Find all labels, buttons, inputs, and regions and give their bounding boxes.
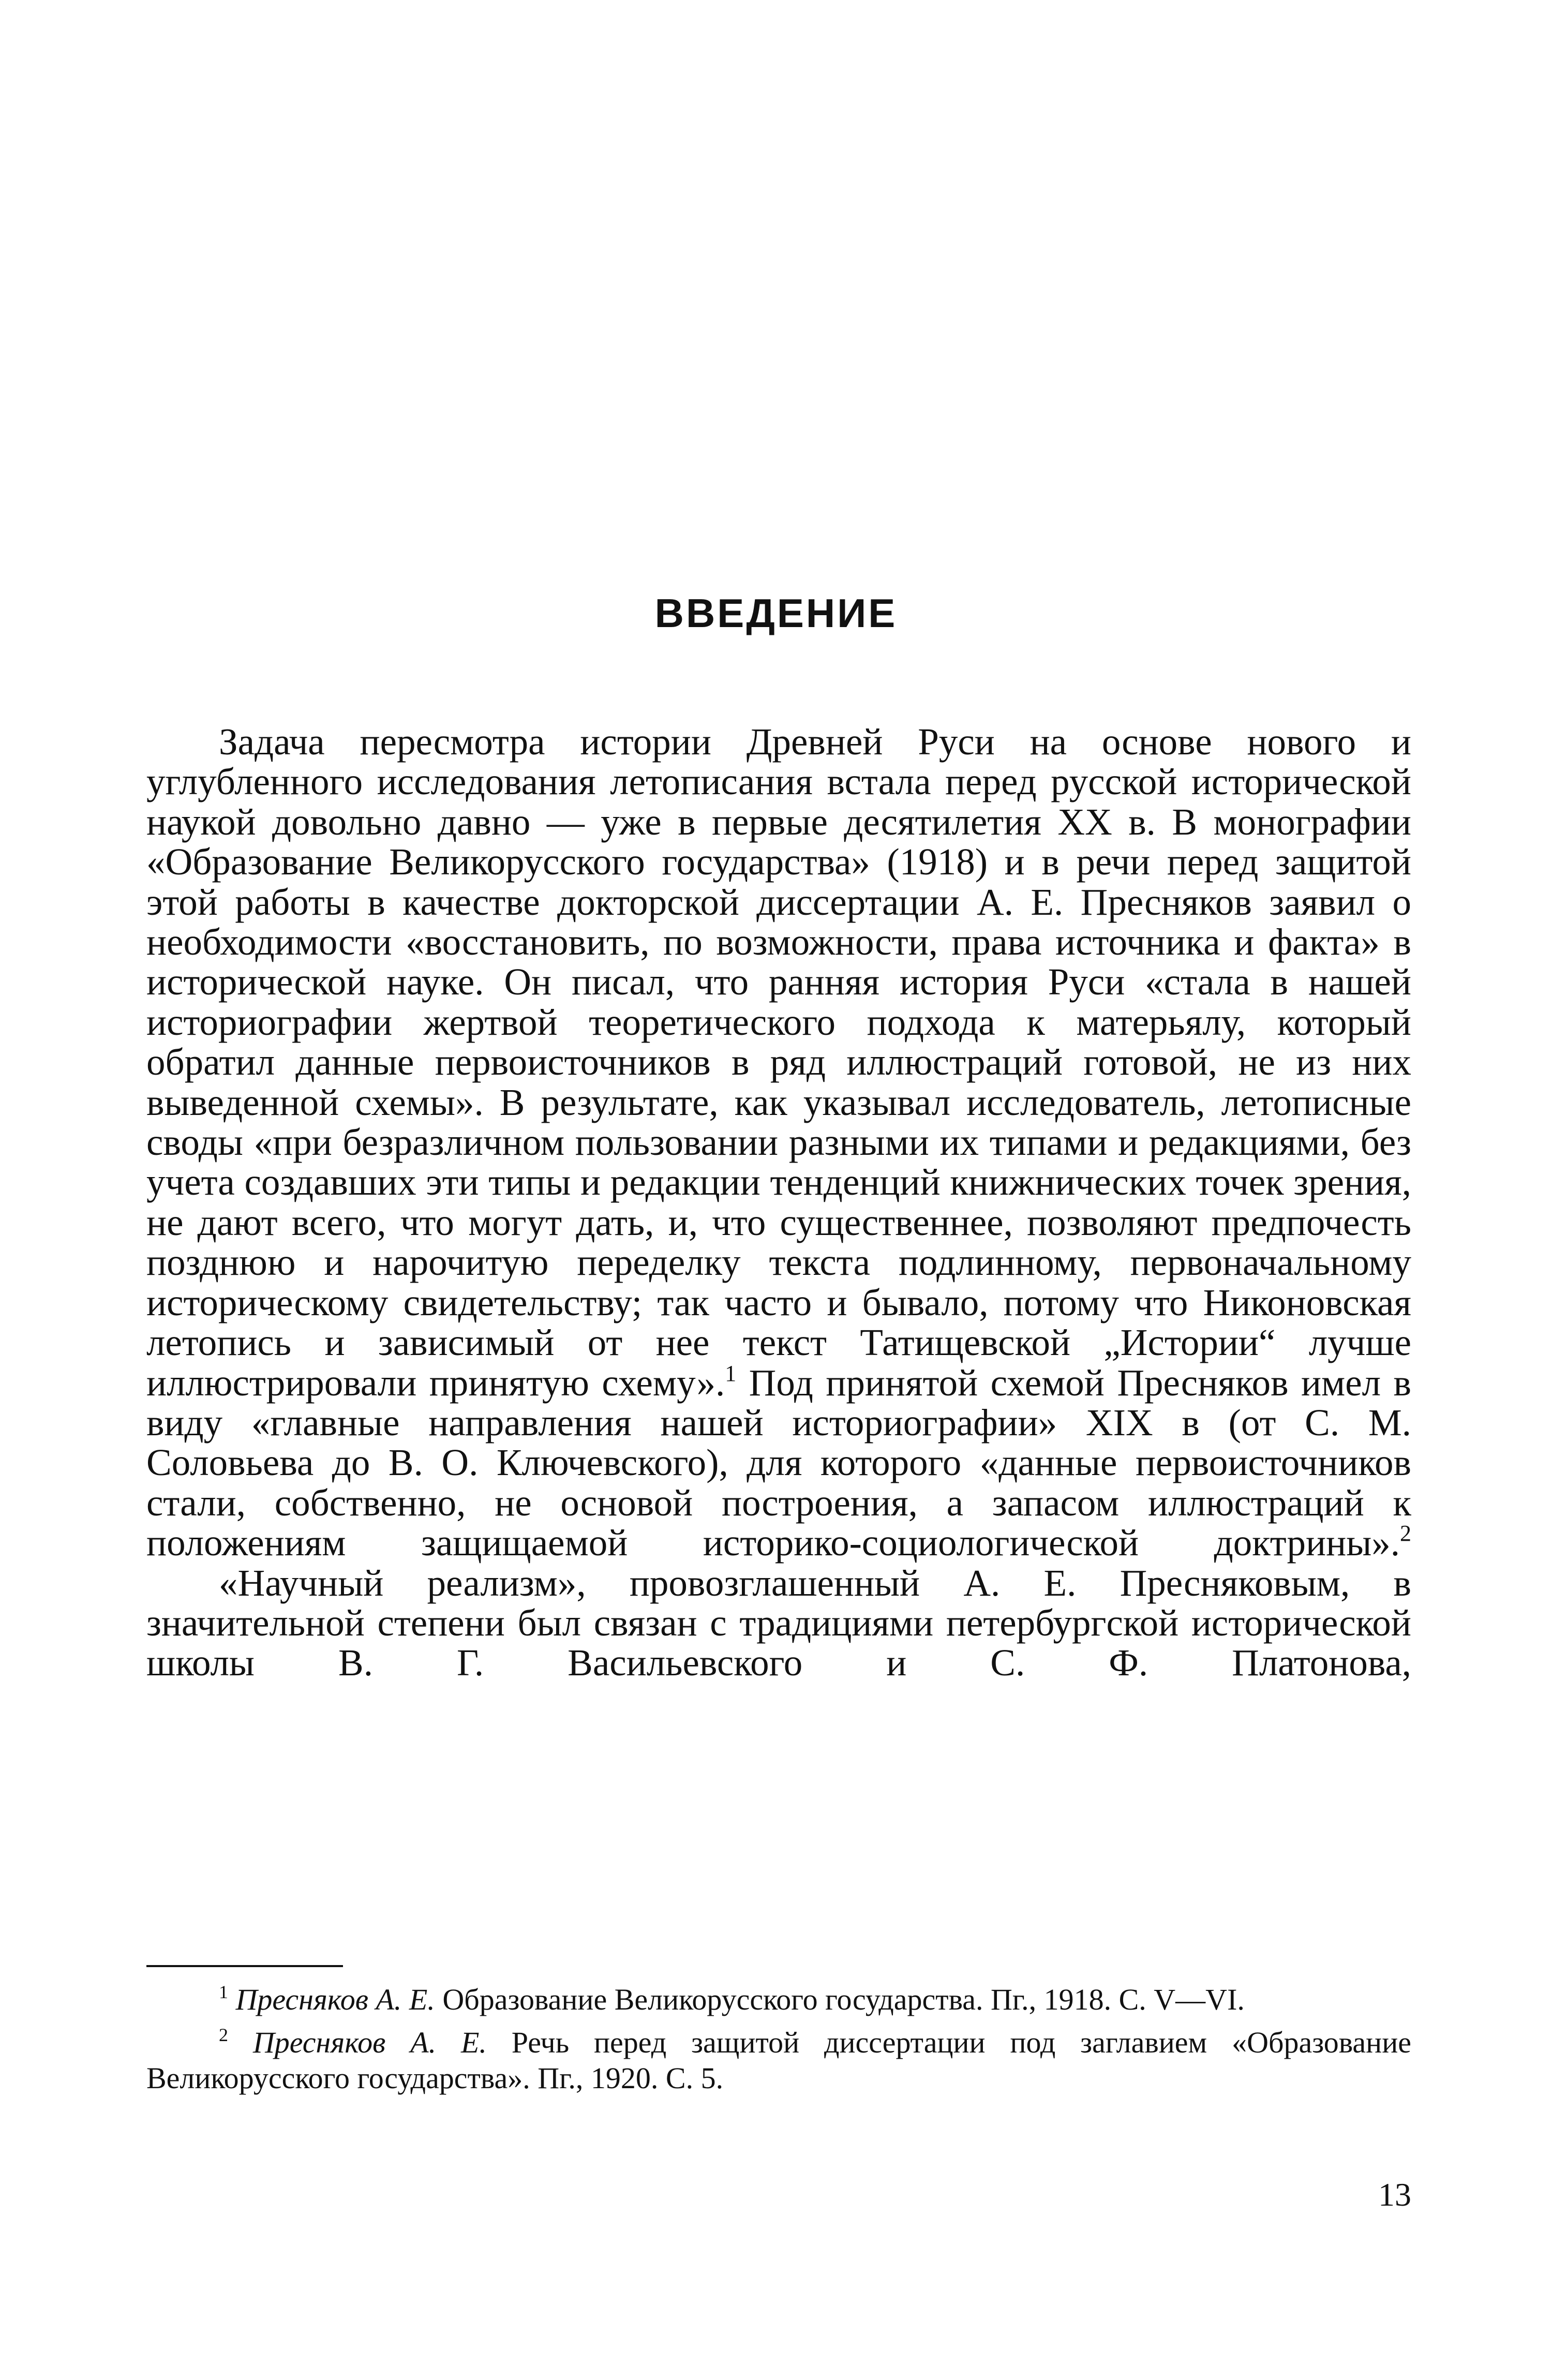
paragraph-1 bbox=[146, 722, 1411, 1563]
paragraph-1-text-a: Задача пересмотра истории Древней Руси на основе нового и углубленного исследования летописания встала перед русской исторической наукой довольно давно — уже в первые десятилетия XX в. В монографии «Образование Великорусского государства» (1918) и в речи перед защитой этой работы в качестве докторской диссертации А. Е. Пресняков заявил о необходимости «восстановить, по возможности, права источника и факта» в исторической науке. Он писал, что ранняя история Руси «стала в нашей историографии жертвой теоретического подхода к матерьялу, который обратил данные первоисточников в ряд иллюстраций готовой, не из них выведенной схемы». В результате, как указывал исследователь, летописные своды «при безразличном пользовании разными их типами и редакциями, без учета создавших эти типы и редакции тенденций книжнических точек зрения, не дают всего, что могут дать, и, что существеннее, позволяют предпочесть позднюю и нарочитую переделку текста подлинному, первоначальному историческому свидетельству; так часто и бывало, потому что Никоновская летопись и зависимый от нее текст Татищевской „Истории“ лучше иллюстрировали принятую схему». bbox=[146, 721, 1411, 1404]
body-text bbox=[146, 722, 1411, 1683]
footnotes bbox=[146, 1982, 1411, 2096]
footnote-2-text: Речь перед защитой диссертации под заглавием «Образование Великорусского государства». Пг., 1920. С. 5. bbox=[146, 2026, 1411, 2095]
footnote-1-text: Образование Великорусского государства. Пг., 1918. С. V—VI. bbox=[435, 1983, 1245, 2016]
chapter-heading: ВВЕДЕНИЕ bbox=[654, 590, 898, 636]
footnote-2-author: Пресняков А. Е. bbox=[252, 2026, 487, 2059]
footnote-1-mark: 1 bbox=[219, 1982, 228, 2002]
footnote-2-mark: 2 bbox=[219, 2025, 228, 2045]
paragraph-1-text-b: Под принятой схемой Пресняков имел в виду «главные направления нашей историографии» XIX в (от С. М. Соловьева до В. О. Ключевского), для которого «данные первоисточников стали, собственно, не основой построения, а запасом иллюстраций к положениям защищаемой историко-социологической доктрины». bbox=[146, 1361, 1411, 1564]
footnote-ref-1: 1 bbox=[725, 1360, 737, 1386]
footnote-1-author: Пресняков А. Е. bbox=[235, 1983, 435, 2016]
footnote-2 bbox=[146, 2025, 1411, 2096]
footnote-ref-2: 2 bbox=[1400, 1521, 1411, 1546]
footnote-1 bbox=[146, 1982, 1411, 2017]
paragraph-2: «Научный реализм», провозглашенный А. Е. Пресняковым, в значительной степени был связан с традициями петербургской исторической школы В. Г. Васильевского и С. Ф. Платонова, bbox=[146, 1561, 1411, 1684]
footnote-divider bbox=[146, 1965, 343, 1967]
page-number: 13 bbox=[1378, 2176, 1411, 2213]
